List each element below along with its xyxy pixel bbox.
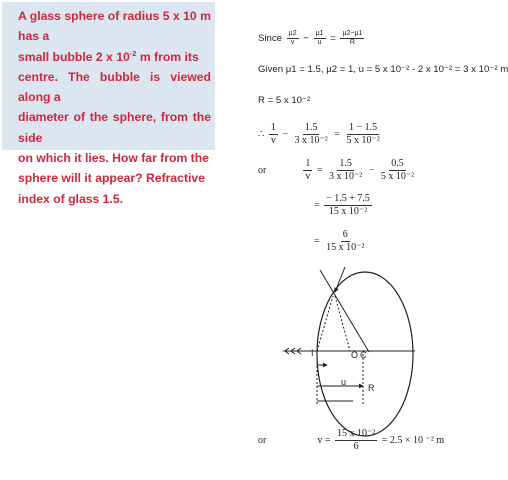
- label-i: I: [311, 348, 314, 358]
- normal-line: [335, 296, 350, 351]
- label-o: O: [351, 350, 359, 360]
- question-box: [2, 2, 215, 206]
- equation-4: = $\frac{6}{\text{15 x 10⁻²}}$: [314, 229, 365, 253]
- since-term-1: $\frac{\mu 2}{v}$: [288, 30, 297, 46]
- since-term-2: $\frac{\mu 1}{u}$: [315, 30, 324, 46]
- label-u: u: [341, 377, 347, 387]
- question-line-4: diameter of the sphere, from the side: [18, 110, 211, 145]
- refracted-ray: [320, 270, 369, 352]
- since-term-3: $\frac{\mu 2-\mu 1}{R}$: [342, 30, 363, 46]
- since-formula: Since $\frac{\mu 2}{v}$ − $\frac{\mu 1}{u}$ = $\frac{\mu 2-\mu 1}{R}$: [258, 30, 363, 46]
- emergent-ray: [335, 267, 345, 292]
- equation-3: = $\frac{- 1.5 + 7.5}{\text{15 x 10⁻²}}$: [314, 193, 370, 217]
- equation-1: ∴ $\frac{1}{v}$ − $\frac{1.5}{\text{3 x 10⁻²}}$ = $\frac{1 - 1.5}{\text{5 x 10⁻²}}$: [258, 122, 380, 146]
- label-c: C: [360, 350, 367, 360]
- label-r: R: [368, 383, 375, 393]
- question-line-5: on which it lies. How far from the: [18, 151, 209, 166]
- question-line-2: small bubble 2 x $10^{-2}$ m from its: [18, 48, 199, 64]
- question-line-7: index of glass 1.5.: [18, 191, 123, 206]
- question-line-6: sphere will it appear? Refractive: [18, 171, 205, 186]
- question-line-3: centre. The bubble is viewed along a: [18, 69, 211, 105]
- final-result: or v = $\frac{\text{15 x 10⁻²}}{6}$ = 2.5 × 10 ⁻² m: [258, 428, 445, 452]
- radius-value: R = 5 x 10⁻²: [258, 95, 311, 106]
- given-values: Given μ1 = 1.5, μ2 = 1, u = 5 x 10⁻² - 2 x 10⁻² = 3 x 10⁻² m: [258, 64, 508, 75]
- equation-2: or $\frac{1}{v}$ = $\frac{1.5}{\text{3 x 10⁻²}}$ − $\frac{0.5}{\text{5 x 10⁻²}}$: [258, 158, 415, 182]
- question-line-1: A glass sphere of radius 5 x 10 m has a: [18, 9, 211, 44]
- virtual-ray: [317, 296, 333, 351]
